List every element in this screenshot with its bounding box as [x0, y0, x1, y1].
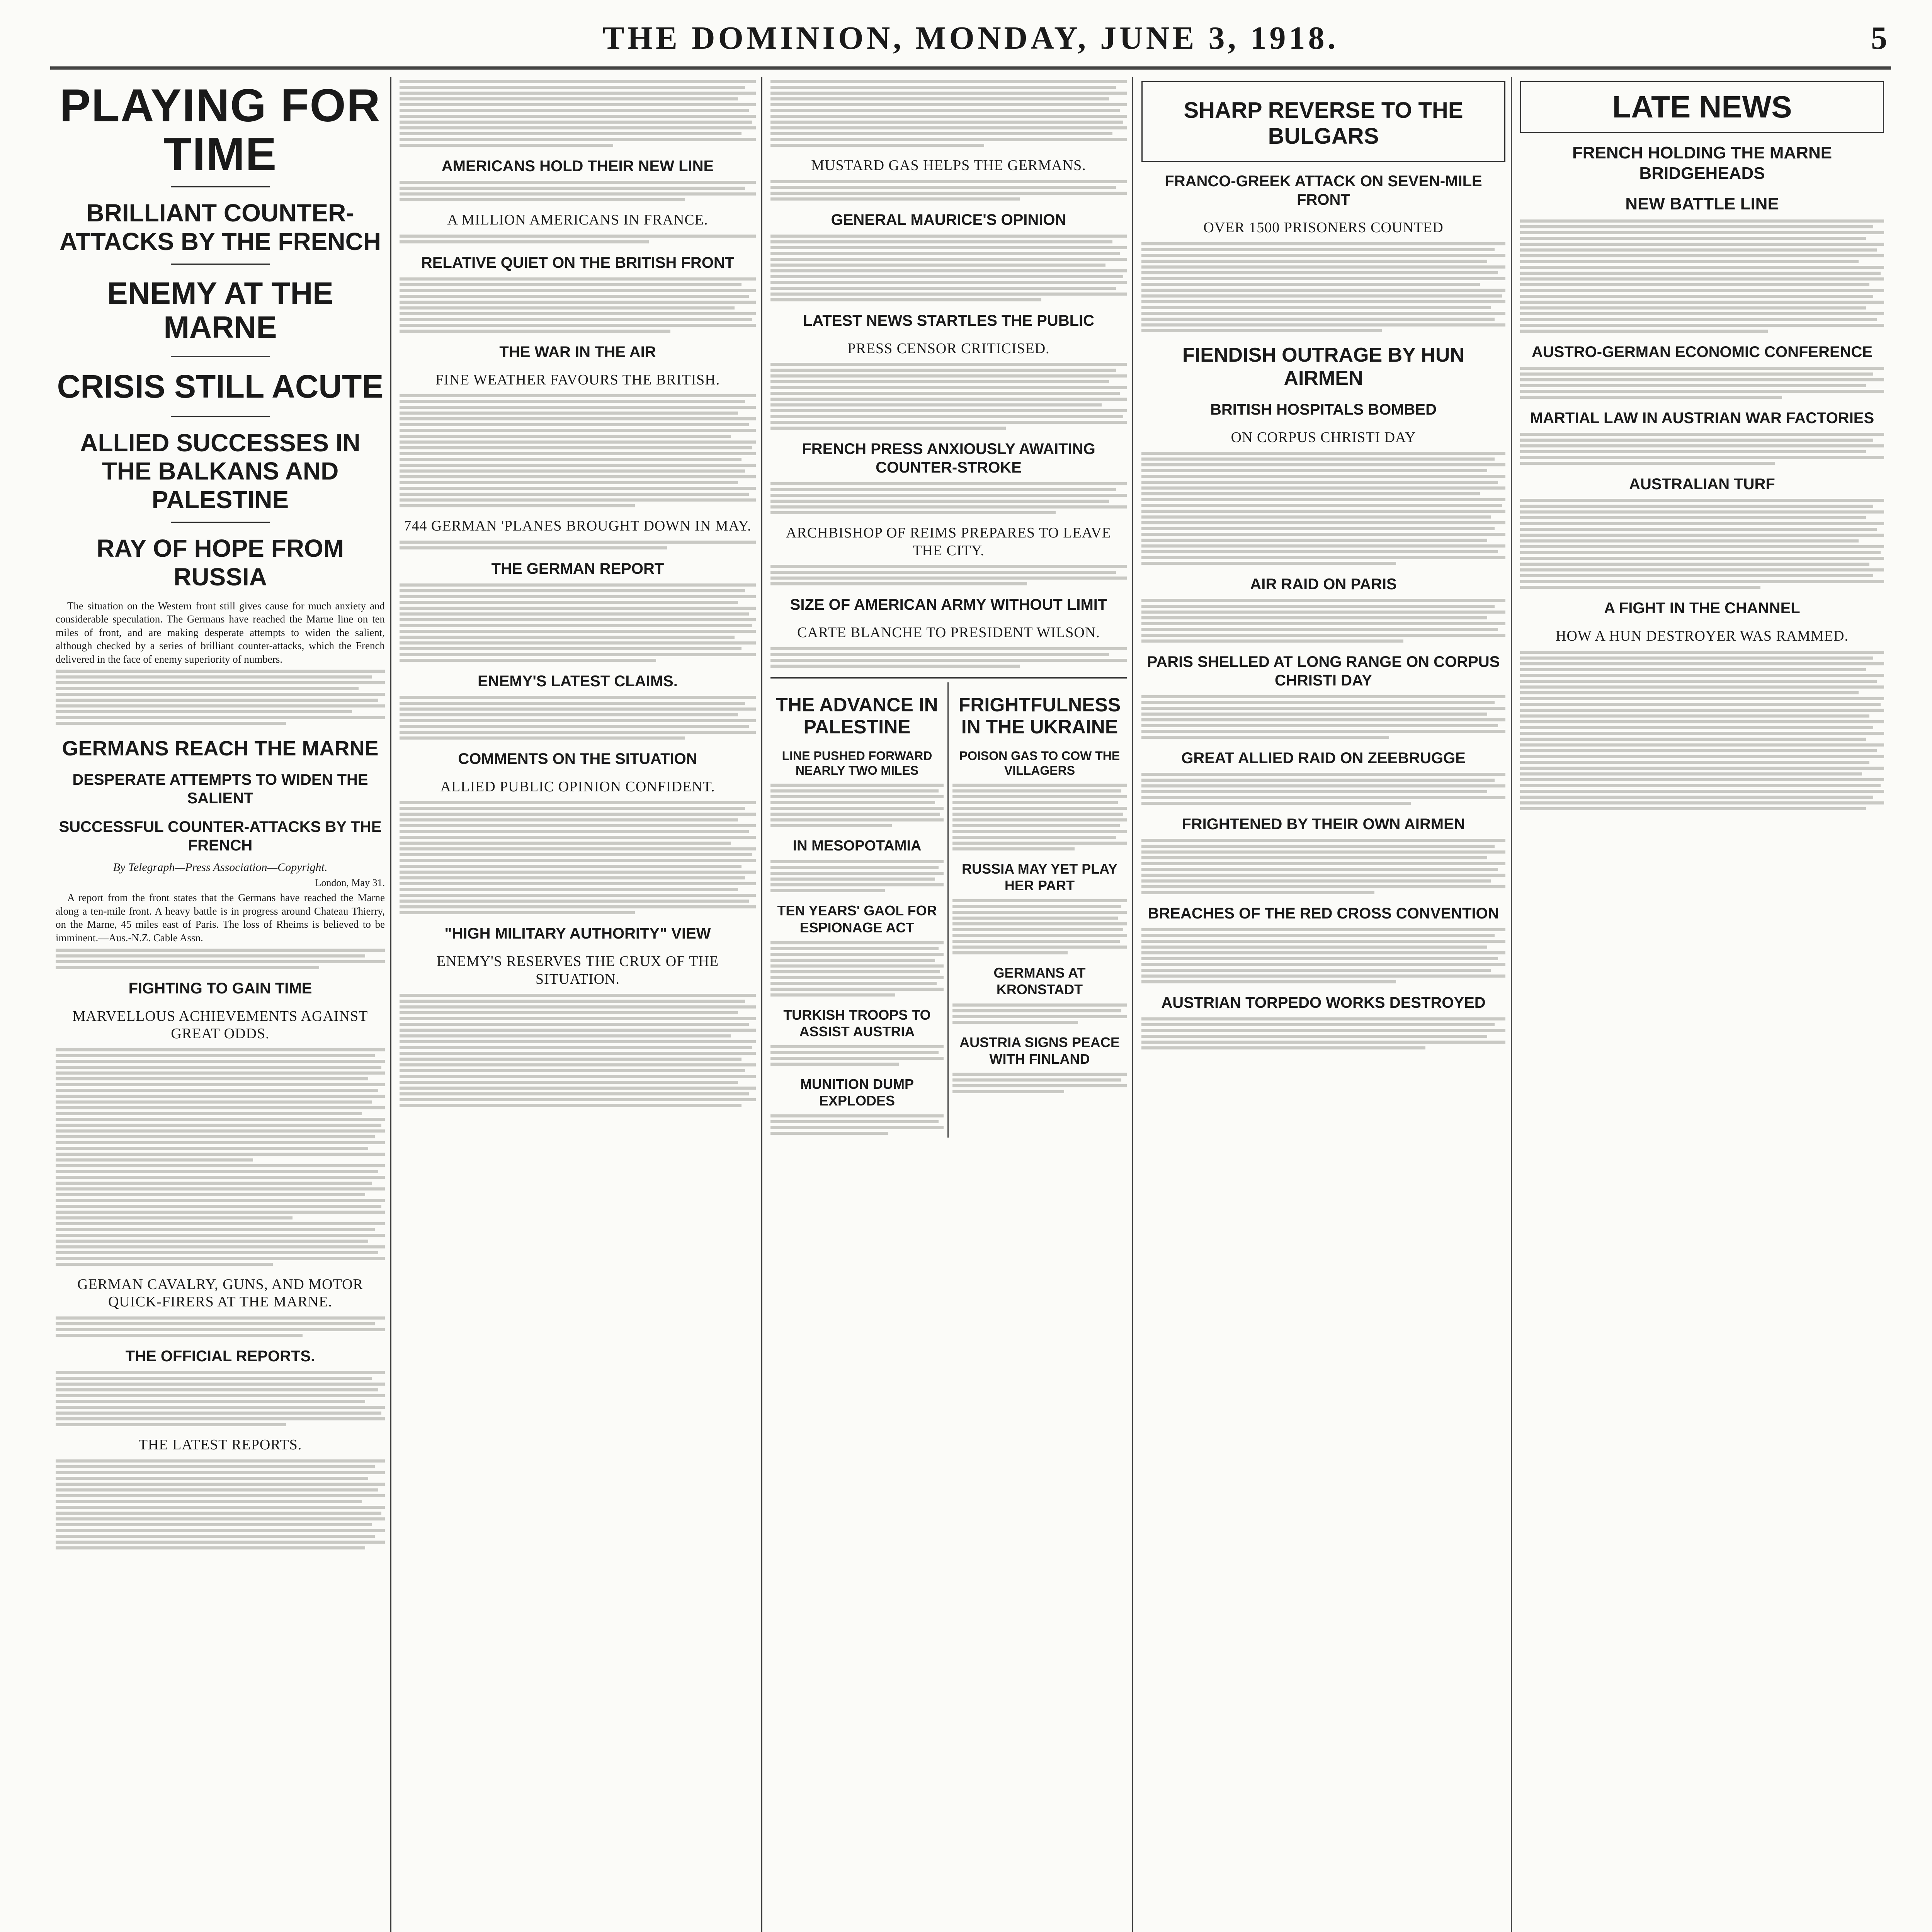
subheadline: ENEMY'S LATEST CLAIMS. [478, 672, 678, 690]
subheadline: AMERICANS HOLD THEIR NEW LINE [441, 158, 714, 175]
byline: By Telegraph—Press Association—Copyright. [113, 861, 328, 874]
subheadline: FRIGHTENED BY THEIR OWN AIRMEN [1182, 816, 1465, 833]
subheadline: GERMAN CAVALRY, GUNS, AND MOTOR QUICK-FIRERS AT THE MARNE. [77, 1276, 363, 1310]
subheadline: 744 GERMAN 'PLANES BROUGHT DOWN IN MAY. [404, 518, 752, 534]
headline-box [1520, 81, 1884, 133]
subheadline: LATEST NEWS STARTLES THE PUBLIC [803, 312, 1095, 329]
subheadline: GREAT ALLIED RAID ON ZEEBRUGGE [1181, 750, 1466, 767]
subheadline: ALLIED PUBLIC OPINION CONFIDENT. [440, 778, 715, 795]
subheadline: OVER 1500 PRISONERS COUNTED [1203, 219, 1444, 236]
subheadline: A MILLION AMERICANS IN FRANCE. [447, 212, 708, 228]
subheadline: MUSTARD GAS HELPS THE GERMANS. [811, 157, 1086, 173]
subheadline: HOW A HUN DESTROYER WAS RAMMED. [1556, 628, 1849, 645]
subheadline: FRENCH PRESS ANXIOUSLY AWAITING COUNTER-STROKE [802, 440, 1095, 476]
headline: ALLIED SUCCESSES IN THE BALKANS AND PALESTINE [80, 429, 361, 514]
subheadline: ON CORPUS CHRISTI DAY [1231, 429, 1416, 446]
headline: ENEMY AT THE MARNE [107, 276, 333, 345]
subheadline: MARVELLOUS ACHIEVEMENTS AGAINST GREAT ODDS. [72, 1008, 368, 1042]
subheadline: BRITISH HOSPITALS BOMBED [1210, 401, 1437, 418]
headline: FRIGHTFULNESS IN THE UKRAINE [958, 694, 1121, 738]
column-rule [1132, 77, 1133, 1932]
headline: BRILLIANT COUNTER-ATTACKS BY THE FRENCH [60, 199, 381, 255]
subheadline: THE OFFICIAL REPORTS. [125, 1347, 315, 1365]
headline: LATE NEWS [1612, 90, 1792, 124]
subheadline: ARCHBISHOP OF REIMS PREPARES TO LEAVE THE CITY. [786, 525, 1111, 559]
subheadline: THE WAR IN THE AIR [499, 343, 656, 361]
column-rule [761, 77, 762, 1932]
subheadline: PRESS CENSOR CRITICISED. [847, 340, 1050, 357]
subheadline: MARTIAL LAW IN AUSTRIAN WAR FACTORIES [1530, 410, 1874, 427]
subheadline: GERMANS AT KRONSTADT [993, 965, 1086, 998]
subheadline: SUCCESSFUL COUNTER-ATTACKS BY THE FRENCH [59, 818, 382, 854]
subheadline: GENERAL MAURICE'S OPINION [831, 211, 1066, 228]
headline: THE ADVANCE IN PALESTINE [776, 694, 938, 738]
subheadline: AUSTRIAN TORPEDO WORKS DESTROYED [1161, 994, 1486, 1012]
headline: PLAYING FOR TIME [60, 80, 381, 180]
column-3 [765, 77, 1132, 1932]
page-number: 5 [1871, 20, 1887, 56]
subheadline: FRANCO-GREEK ATTACK ON SEVEN-MILE FRONT [1165, 173, 1482, 209]
masthead [50, 12, 1891, 70]
subheadline: AUSTRALIAN TURF [1629, 476, 1775, 493]
subheadline: NEW BATTLE LINE [1625, 194, 1779, 213]
subheadline: COMMENTS ON THE SITUATION [458, 750, 697, 767]
subheadline: THE GERMAN REPORT [491, 560, 664, 577]
headline: SHARP REVERSE TO THE BULGARS [1184, 98, 1463, 149]
subheadline: RUSSIA MAY YET PLAY HER PART [962, 861, 1117, 893]
headline: RAY OF HOPE FROM RUSSIA [96, 534, 344, 591]
subheadline: DESPERATE ATTEMPTS TO WIDEN THE SALIENT [72, 771, 368, 807]
subheadline: LINE PUSHED FORWARD NEARLY TWO MILES [782, 748, 932, 778]
dateline: London, May 31. [315, 877, 385, 889]
subheadline: ENEMY'S RESERVES THE CRUX OF THE SITUATION. [436, 953, 719, 987]
subheadline: PARIS SHELLED AT LONG RANGE ON CORPUS CHRISTI DAY [1147, 653, 1500, 689]
subheadline: SIZE OF AMERICAN ARMY WITHOUT LIMIT [790, 596, 1107, 614]
subheadline: MUNITION DUMP EXPLODES [800, 1076, 914, 1109]
subheadline: BREACHES OF THE RED CROSS CONVENTION [1148, 905, 1499, 922]
subheadline: FINE WEATHER FAVOURS THE BRITISH. [435, 371, 720, 388]
subheadline: AUSTRIA SIGNS PEACE WITH FINLAND [959, 1034, 1120, 1067]
subheadline: THE LATEST REPORTS. [138, 1436, 302, 1453]
article-paragraph: A report from the front states that the Germans have reached the Marne along a ten-mile front. A heavy battle is in progress around Chateau Thierry, on the Marne, 45 miles east of Paris. The loss of Rheims is believed to be imminent.—Aus.-N.Z. Cable Assn. [56, 892, 385, 944]
column-4 [1136, 77, 1511, 1932]
column-rule [390, 77, 391, 1932]
subheadline: AUSTRO-GERMAN ECONOMIC CONFERENCE [1531, 344, 1873, 361]
subheadline: IN MESOPOTAMIA [793, 837, 922, 854]
headline-box [1141, 81, 1505, 162]
column-2 [394, 77, 761, 1932]
subheadline: "HIGH MILITARY AUTHORITY" VIEW [444, 925, 711, 942]
subheadline: A FIGHT IN THE CHANNEL [1604, 600, 1800, 617]
subheadline: FRENCH HOLDING THE MARNE BRIDGEHEADS [1572, 143, 1832, 183]
headline: CRISIS STILL ACUTE [57, 368, 384, 405]
headline: FIENDISH OUTRAGE BY HUN AIRMEN [1182, 344, 1464, 389]
article-lead: The situation on the Western front still gives cause for much anxiety and considerable speculation. The Germans have reached the Marne line on ten miles of front, and are making desperate attempts to widen the salient, although checked by a series of brilliant counter-attacks, which the French delivered in the face of enemy superiority of numbers. [56, 600, 385, 665]
subheadline: CARTE BLANCHE TO PRESIDENT WILSON. [797, 624, 1100, 641]
column-5 [1515, 77, 1889, 1932]
subheadline: TURKISH TROOPS TO ASSIST AUSTRIA [783, 1007, 931, 1039]
subheadline: RELATIVE QUIET ON THE BRITISH FRONT [421, 254, 735, 271]
subheadline: POISON GAS TO COW THE VILLAGERS [959, 748, 1120, 778]
subheadline: FIGHTING TO GAIN TIME [128, 980, 312, 997]
subheadline: TEN YEARS' GAOL FOR ESPIONAGE ACT [777, 903, 937, 935]
column-1 [50, 77, 390, 1932]
column-rule [1511, 77, 1512, 1932]
newspaper-title: THE DOMINION, MONDAY, JUNE 3, 1918. [602, 20, 1339, 56]
headline: GERMANS REACH THE MARNE [62, 737, 379, 760]
subheadline: AIR RAID ON PARIS [1250, 576, 1397, 593]
